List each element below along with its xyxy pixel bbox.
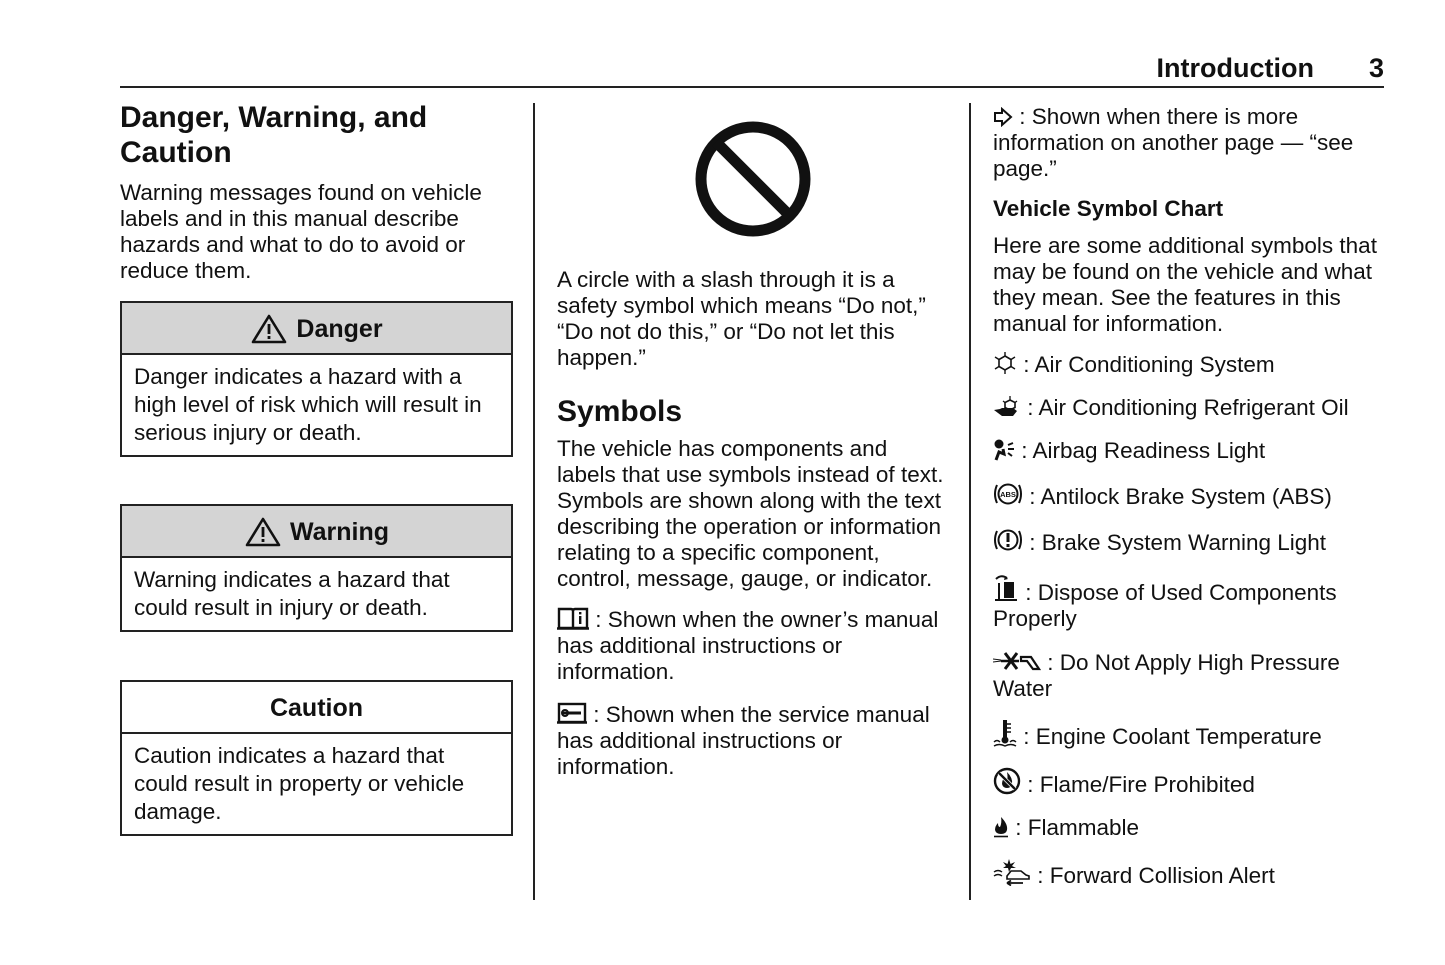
oil-can-snowflake-icon xyxy=(993,396,1021,418)
service-manual-wrench-icon xyxy=(557,701,587,725)
service-manual-note xyxy=(557,701,947,780)
symbol-item xyxy=(993,573,1393,632)
symbol-list xyxy=(993,351,1393,889)
symbol-label: : Airbag Readiness Light xyxy=(1021,438,1266,463)
symbol-label: : Air Conditioning Refrigerant Oil xyxy=(1027,395,1349,420)
coolant-thermometer-icon xyxy=(993,719,1017,747)
no-pressure-water-icon xyxy=(993,649,1041,673)
symbol-item xyxy=(993,481,1393,510)
symbol-label: : Dispose of Used Components Properly xyxy=(993,580,1337,631)
caution-box-header xyxy=(122,682,511,734)
svg-text:ABS: ABS xyxy=(1000,490,1016,499)
symbol-item xyxy=(993,527,1393,556)
column-vehicle-symbols xyxy=(993,104,1393,889)
symbol-item xyxy=(993,767,1393,798)
forward-collision-icon xyxy=(993,858,1031,886)
danger-box-body: Danger indicates a hazard with a high level of risk which will result in serious injury or death. xyxy=(134,364,482,445)
symbol-label: : Forward Collision Alert xyxy=(1037,863,1275,888)
column-divider xyxy=(969,103,971,900)
symbols-heading: Symbols xyxy=(557,395,683,428)
owners-manual-note xyxy=(557,606,947,685)
symbol-item xyxy=(993,858,1393,889)
section-title: Introduction xyxy=(1156,53,1314,83)
symbol-item xyxy=(993,815,1393,841)
symbol-label: : Brake System Warning Light xyxy=(1029,530,1327,555)
flame-icon xyxy=(993,816,1009,838)
danger-box-title: Danger xyxy=(296,314,383,343)
warning-box xyxy=(120,504,513,632)
column-danger-warning-caution xyxy=(120,100,515,284)
arrow-right-outline-icon xyxy=(993,107,1013,127)
page-header xyxy=(120,52,1384,88)
see-page-text: : Shown when there is more information on another page — “see page.” xyxy=(993,104,1354,181)
caution-box-body: Caution indicates a hazard that could result in property or vehicle damage. xyxy=(134,743,465,824)
symbol-label: : Do Not Apply High Pressure Water xyxy=(993,650,1340,701)
prohibit-description: A circle with a slash through it is a safety symbol which means “Do not,” “Do not do this,” or “Do not let this happen.” xyxy=(557,267,926,370)
warning-box-title: Warning xyxy=(289,517,390,546)
caution-box-title: Caution xyxy=(269,693,364,722)
page-number: 3 xyxy=(1368,53,1384,83)
circle-slash-icon xyxy=(692,118,814,240)
symbol-label: : Antilock Brake System (ABS) xyxy=(1029,484,1332,509)
symbols-intro: The vehicle has components and labels that use symbols instead of text. Symbols are shown along with the text describing the operation or information relating to a specific component, control, message, gauge, or indicator. xyxy=(557,436,944,591)
symbol-label: : Air Conditioning System xyxy=(1023,352,1275,377)
warning-triangle-icon xyxy=(250,313,288,345)
column-symbols xyxy=(557,267,947,780)
section-heading: Danger, Warning, and Caution xyxy=(120,101,428,169)
vehicle-symbol-chart-intro: Here are some additional symbols that may be found on the vehicle and what they mean. See the features in this manual for information. xyxy=(993,233,1377,336)
see-page-note xyxy=(993,104,1393,182)
caution-box xyxy=(120,680,513,836)
warning-box-header xyxy=(122,506,511,558)
vehicle-symbol-chart-heading: Vehicle Symbol Chart xyxy=(993,196,1224,221)
warning-triangle-icon xyxy=(244,516,282,548)
danger-box-header xyxy=(122,303,511,355)
symbol-item xyxy=(993,719,1393,750)
snowflake-icon xyxy=(993,351,1017,375)
brake-warning-icon xyxy=(993,527,1023,553)
dispose-bin-icon xyxy=(993,573,1019,603)
intro-paragraph: Warning messages found on vehicle labels and in this manual describe hazards and what to do to avoid or reduce them. xyxy=(120,180,482,283)
symbol-item xyxy=(993,438,1393,464)
warning-box-body: Warning indicates a hazard that could result in injury or death. xyxy=(134,567,450,620)
airbag-person-icon xyxy=(993,439,1015,461)
column-divider xyxy=(533,103,535,900)
abs-circle-icon xyxy=(993,481,1023,507)
symbol-item xyxy=(993,649,1393,702)
service-manual-text: : Shown when the service manual has additional instructions or information. xyxy=(557,702,930,779)
no-flame-icon xyxy=(993,767,1021,795)
symbol-label: : Flammable xyxy=(1015,815,1140,840)
owners-manual-book-icon xyxy=(557,606,589,630)
symbol-label: : Flame/Fire Prohibited xyxy=(1027,772,1255,797)
symbol-item xyxy=(993,351,1393,378)
owners-manual-text: : Shown when the owner’s manual has additional instructions or information. xyxy=(557,607,939,684)
symbol-label: : Engine Coolant Temperature xyxy=(1023,724,1322,749)
symbol-item xyxy=(993,395,1393,421)
danger-box xyxy=(120,301,513,457)
